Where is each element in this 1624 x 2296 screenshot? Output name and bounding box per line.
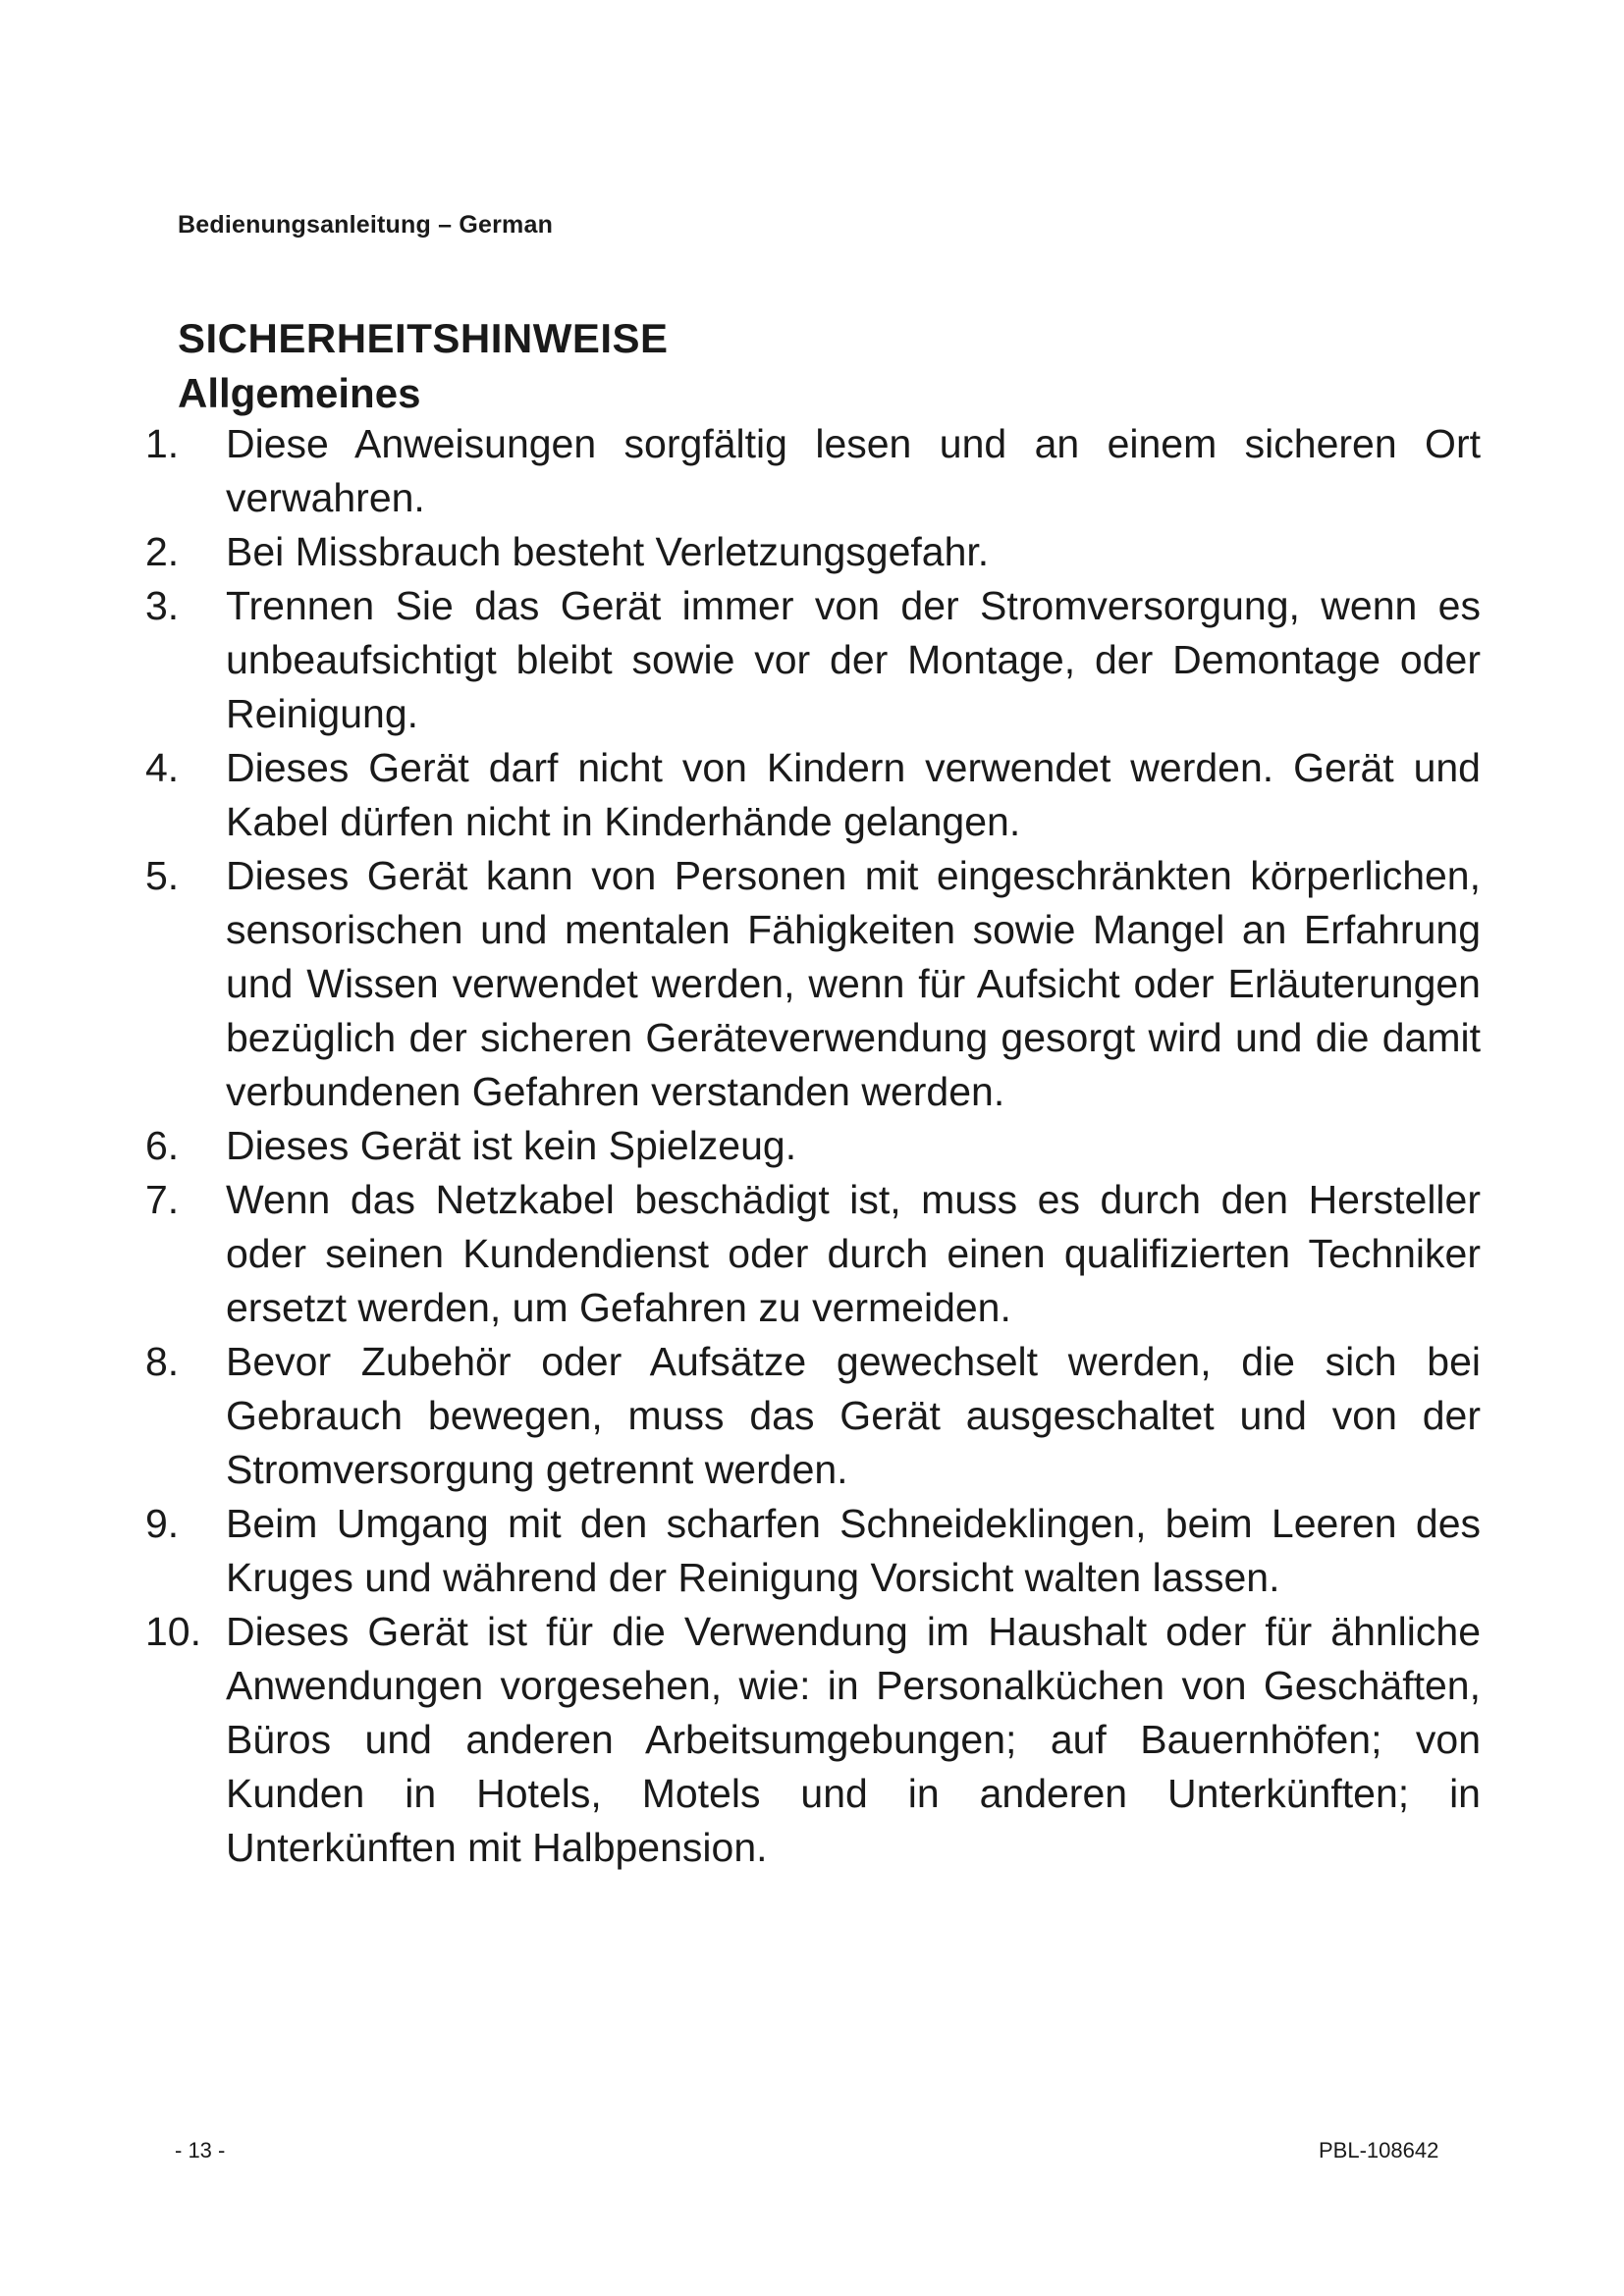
item-text: Trennen Sie das Gerät immer von der Stromversorgung, wenn es unbeaufsichtigt bleibt sowie vor der Montage, der Demontage oder Reinigung. (226, 583, 1481, 736)
list-item (145, 1335, 1481, 1497)
item-text: Diese Anweisungen sorgfältig lesen und an einem sicheren Ort verwahren. (226, 421, 1481, 520)
item-number: 6. (145, 1123, 180, 1168)
page-number: - 13 - (175, 2138, 226, 2163)
list-item (145, 741, 1481, 849)
item-text: Beim Umgang mit den scharfen Schneideklingen, beim Leeren des Kruges und während der Reinigung Vorsicht walten lassen. (226, 1501, 1481, 1600)
item-number: 8. (145, 1339, 180, 1384)
item-number: 5. (145, 853, 180, 898)
item-text: Wenn das Netzkabel beschädigt ist, muss es durch den Hersteller oder seinen Kundendienst oder durch einen qualifizierten Techniker ersetzt werden, um Gefahren zu vermeiden. (226, 1177, 1481, 1330)
item-number: 1. (145, 421, 180, 466)
item-number: 4. (145, 745, 180, 790)
list-item (145, 1605, 1481, 1875)
list-item (145, 1497, 1481, 1605)
item-number: 2. (145, 529, 180, 574)
item-number: 3. (145, 583, 180, 628)
document-code: PBL-108642 (1319, 2138, 1439, 2163)
document-header: Bedienungsanleitung – German (178, 211, 554, 239)
item-text: Dieses Gerät kann von Personen mit eingeschränkten körperlichen, sensorischen und mentalen Fähigkeiten sowie Mangel an Erfahrung und Wissen verwendet werden, wenn für Aufsicht oder Erläuterungen bezüglich der sicheren Geräteverwendung gesorgt wird und die damit verbundenen Gefahren verstanden werden. (226, 853, 1481, 1114)
item-number: 9. (145, 1501, 180, 1546)
section-title: SICHERHEITSHINWEISE (178, 315, 669, 361)
list-item (145, 849, 1481, 1119)
item-text: Bei Missbrauch besteht Verletzungsgefahr. (226, 529, 990, 574)
item-text: Dieses Gerät darf nicht von Kindern verwendet werden. Gerät und Kabel dürfen nicht in Kinderhände gelangen. (226, 745, 1481, 844)
safety-instruction-list (145, 417, 1481, 1875)
list-item (145, 579, 1481, 741)
list-item (145, 1119, 1481, 1173)
list-item (145, 1173, 1481, 1335)
item-text: Dieses Gerät ist kein Spielzeug. (226, 1123, 797, 1168)
item-text: Dieses Gerät ist für die Verwendung im Haushalt oder für ähnliche Anwendungen vorgesehen, wie: in Personalküchen von Geschäften, Büros und anderen Arbeitsumgebungen; auf Bauernhöfen; von Kunden in Hotels, Motels und in anderen Unterkünften; in Unterkünften mit Halbpension. (226, 1609, 1481, 1870)
item-text: Bevor Zubehör oder Aufsätze gewechselt werden, die sich bei Gebrauch bewegen, muss das Gerät ausgeschaltet und von der Stromversorgung getrennt werden. (226, 1339, 1481, 1492)
item-number: 7. (145, 1177, 180, 1222)
subsection-title: Allgemeines (178, 370, 421, 416)
item-number: 10. (145, 1609, 201, 1654)
list-item (145, 525, 1481, 579)
list-item (145, 417, 1481, 525)
